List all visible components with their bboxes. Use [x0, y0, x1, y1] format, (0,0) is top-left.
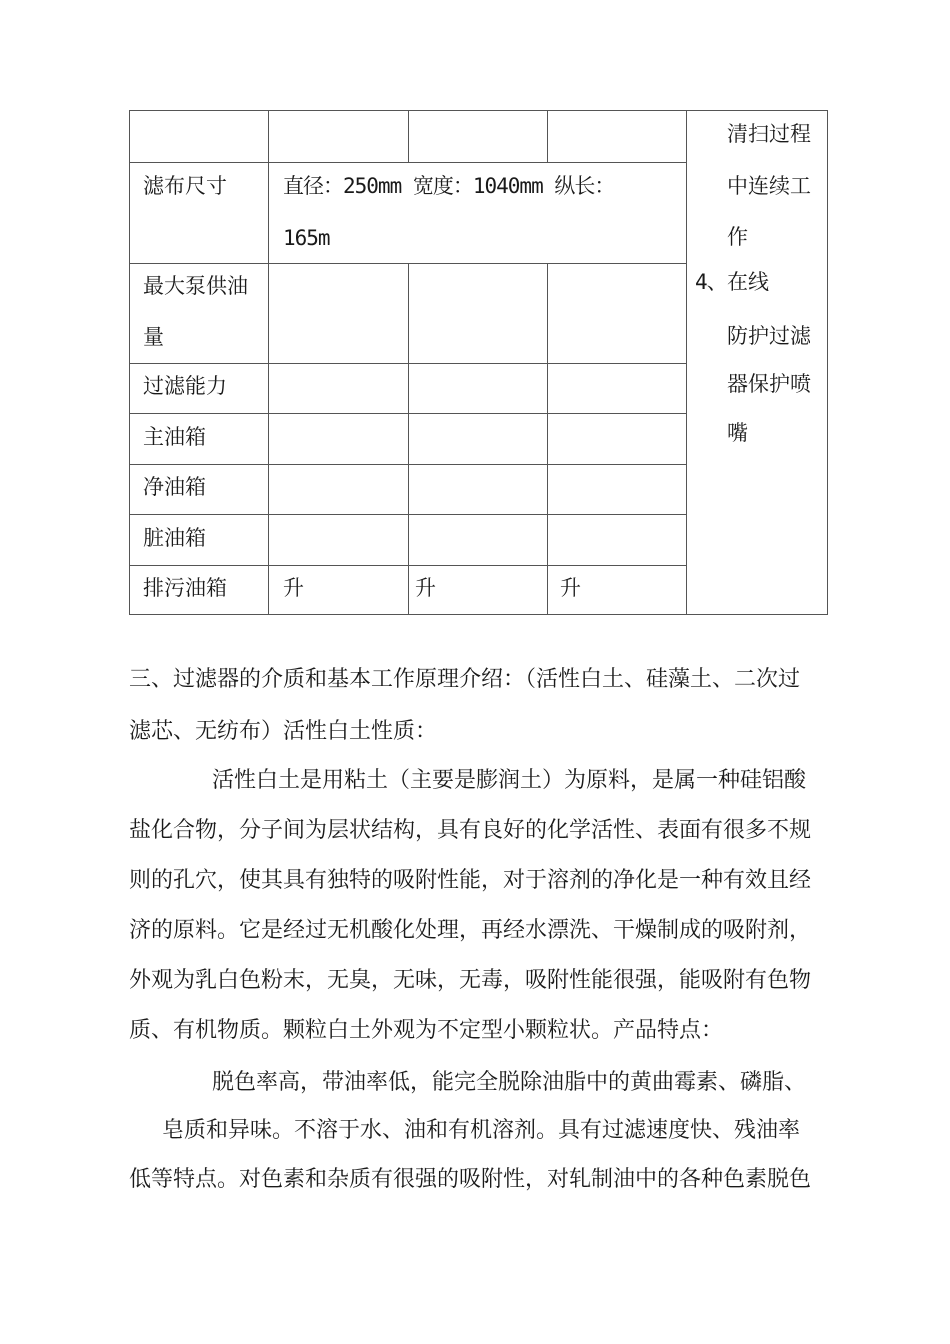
para1-line5: 外观为乳白色粉末，无臭，无味，无毒，吸附性能很强，能吸附有色物 [129, 968, 812, 993]
para1-line2: 盐化合物，分子间为层状结构，具有良好的化学活性、表面有很多不规 [129, 818, 812, 843]
side-item-line2: 防护过滤 [727, 324, 811, 348]
side-note-line2: 中连续工 [727, 174, 811, 198]
para1-line4: 济的原料。它是经过无机酸化处理，再经水漂洗、干燥制成的吸附剂， [129, 918, 812, 943]
row-label-main-tank: 主油箱 [143, 425, 206, 449]
side-item-line3: 器保护喷 [727, 372, 811, 396]
row-label-clean-tank: 净油箱 [143, 475, 206, 499]
sewage-tank-unit-1: 升 [283, 576, 304, 600]
side-item-line1: 在线 [727, 270, 769, 294]
filter-cloth-dimensions-line2: 165m [283, 226, 330, 250]
section-heading-line1: 三、过滤器的介质和基本工作原理介绍：（活性白土、硅藻土、二次过 [129, 667, 801, 692]
para1-line6: 质、有机物质。颗粒白土外观为不定型小颗粒状。产品特点： [129, 1018, 724, 1043]
side-item-number: 4、 [695, 270, 727, 294]
row-label-dirty-tank: 脏油箱 [143, 526, 206, 550]
section-heading-line2: 滤芯、无纺布）活性白土性质： [129, 719, 438, 744]
side-item-line4: 嘴 [727, 421, 748, 445]
para2-line1: 脱色率高，带油率低，能完全脱除油脂中的黄曲霉素、磷脂、 [212, 1070, 807, 1095]
sewage-tank-unit-2: 升 [415, 576, 436, 600]
row-label-max-pump-line2: 量 [143, 325, 164, 349]
filter-cloth-dimensions-line1: 直径：250mm 宽度：1040mm 纵长： [283, 174, 615, 198]
row-label-max-pump-line1: 最大泵供油 [143, 274, 248, 298]
row-label-sewage-tank: 排污油箱 [143, 576, 227, 600]
row-label-filter-cloth-size: 滤布尺寸 [143, 174, 227, 198]
para1-line1: 活性白土是用粘土（主要是膨润土）为原料，是属一种硅铝酸 [212, 768, 807, 793]
side-note-line3: 作 [727, 225, 748, 249]
para2-line2: 皂质和异味。不溶于水、油和有机溶剂。具有过滤速度快、残油率 [162, 1118, 801, 1143]
spec-table [129, 110, 828, 615]
row-label-filter-capacity: 过滤能力 [143, 374, 227, 398]
para2-line3: 低等特点。对色素和杂质有很强的吸附性，对轧制油中的各种色素脱色 [129, 1167, 812, 1192]
sewage-tank-unit-3: 升 [560, 576, 581, 600]
side-note-line1: 清扫过程 [727, 122, 811, 146]
para1-line3: 则的孔穴，使其具有独特的吸附性能，对于溶剂的净化是一种有效且经 [129, 868, 812, 893]
